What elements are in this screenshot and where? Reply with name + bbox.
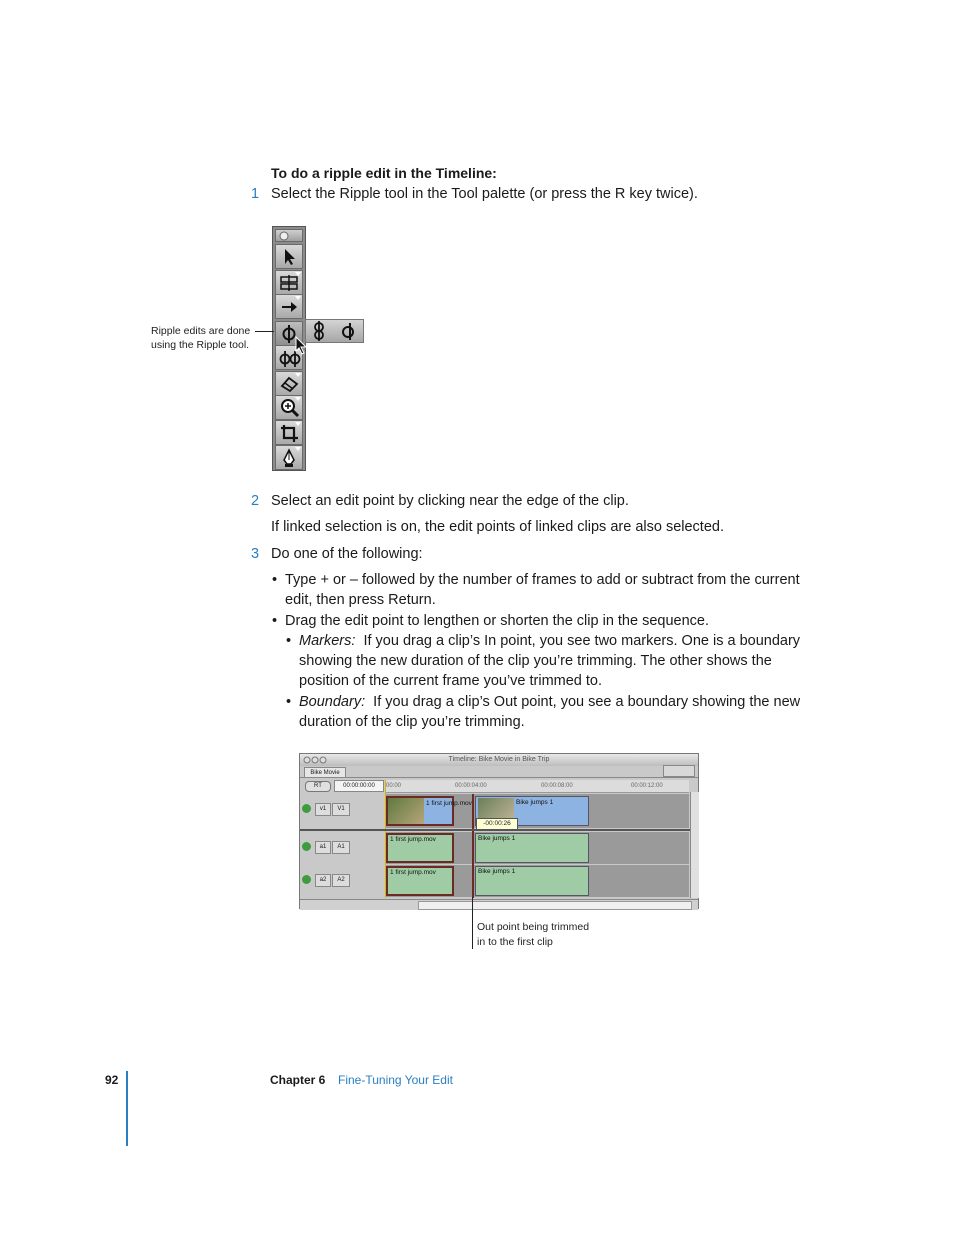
playhead[interactable]	[385, 780, 386, 898]
clip-name: 1 first jump.mov	[426, 800, 472, 807]
source-track-v1[interactable]: v1	[315, 803, 331, 816]
track-audio-icon[interactable]	[302, 842, 311, 851]
pen-tool[interactable]	[275, 445, 303, 470]
clip-name: Bike jumps 1	[516, 799, 554, 806]
dest-track-A2[interactable]: A2	[332, 874, 350, 887]
ruler-label: 00:00:04:00	[455, 783, 487, 789]
timecode-field[interactable]: 00:00:00:00	[334, 780, 384, 792]
callout-label: Out point being trimmed	[477, 921, 590, 933]
step-text: Select an edit point by clicking near the edge of the clip.	[271, 493, 629, 509]
flyout-indicator	[295, 397, 301, 401]
step-number: 1	[251, 186, 260, 202]
selection-tool[interactable]	[275, 244, 303, 269]
flyout-indicator	[295, 373, 301, 377]
callout-label: in to the first clip	[477, 936, 553, 948]
clip-first-jump-video[interactable]	[386, 796, 472, 826]
timeline-window	[299, 753, 699, 909]
callout-line	[472, 897, 473, 949]
step-note: If linked selection is on, the edit points of linked clips are also selected.	[271, 519, 724, 535]
sub-bullet-term: Markers:	[299, 633, 356, 649]
crop-icon	[279, 423, 301, 443]
clip-first-jump-a2[interactable]	[386, 866, 454, 896]
arrow-icon	[279, 247, 299, 267]
edit-selection-tool[interactable]	[275, 270, 303, 295]
track-audio-icon[interactable]	[302, 875, 311, 884]
ruler-label: 00:00	[386, 783, 402, 789]
mouse-pointer-icon	[294, 336, 308, 356]
clip-name: Bike jumps 1	[478, 868, 516, 875]
clip-name: 1 first jump.mov	[390, 836, 436, 843]
source-track-a1[interactable]: a1	[315, 841, 331, 854]
track-visibility-icon[interactable]	[302, 804, 311, 813]
track-select-tool[interactable]	[275, 294, 303, 319]
ruler-label: 00:00:08:00	[541, 783, 573, 789]
callout-label: using the Ripple tool.	[151, 339, 250, 351]
sub-bullet-term: Boundary:	[299, 694, 366, 710]
bottom-bar	[300, 899, 698, 910]
edit-select-icon	[279, 273, 301, 293]
bullet-text: edit, then press Return.	[285, 592, 436, 608]
crop-tool[interactable]	[275, 420, 303, 445]
roll-and-ripple-icons	[306, 320, 363, 342]
trim-boundary-line[interactable]	[472, 794, 474, 898]
view-buttons[interactable]	[663, 765, 695, 777]
ripple-tool-flyout	[305, 319, 364, 343]
step-text: Select the Ripple tool in the Tool palette (or press the R key twice).	[271, 186, 698, 202]
sub-bullet-text: duration of the clip you’re trimming.	[299, 714, 525, 730]
rt-menu[interactable]: RT	[305, 781, 331, 792]
razor-tool[interactable]	[275, 371, 303, 396]
horizontal-scrollbar[interactable]	[418, 901, 692, 910]
timeline-title: Timeline: Bike Movie in Bike Trip	[300, 754, 698, 766]
sub-bullet-text: showing the new duration of the clip you’re trimming. The other shows the	[299, 653, 772, 669]
clip-first-jump-a1[interactable]	[386, 833, 454, 863]
sub-bullet-line	[299, 631, 800, 651]
dest-track-V1[interactable]: V1	[332, 803, 350, 816]
palette-header	[275, 229, 303, 242]
clip-name: Bike jumps 1	[478, 835, 516, 842]
source-track-a2[interactable]: a2	[315, 874, 331, 887]
flyout-indicator	[295, 447, 301, 451]
callout-line	[255, 331, 274, 332]
pen-icon	[279, 448, 301, 468]
chapter-title: Fine-Tuning Your Edit	[338, 1073, 453, 1087]
window-buttons-icon[interactable]	[303, 756, 329, 764]
flyout-indicator	[295, 422, 301, 426]
clip-bike-jumps-a1[interactable]	[475, 833, 589, 863]
flyout-indicator	[295, 272, 301, 276]
section-heading: To do a ripple edit in the Timeline:	[271, 165, 497, 181]
vertical-scrollbar[interactable]	[690, 792, 699, 898]
sub-bullet-text: If you drag a clip’s In point, you see two markers. One is a boundary	[363, 633, 801, 649]
callout-label: Ripple edits are done	[151, 325, 251, 337]
razor-icon	[279, 374, 301, 394]
sub-bullet-mark: •	[286, 694, 292, 710]
sub-bullet-text: position of the current frame you’ve trimmed to.	[299, 673, 603, 689]
tab-bike-movie[interactable]: Bike Movie	[304, 767, 346, 778]
zoom-tool[interactable]	[275, 395, 303, 420]
clip-name: 1 first jump.mov	[390, 869, 436, 876]
sub-bullet-mark: •	[286, 633, 292, 649]
sub-bullet-line	[299, 692, 800, 712]
clip-thumbnail	[388, 798, 424, 824]
step-text: Do one of the following:	[271, 546, 423, 562]
timeline-ruler[interactable]	[385, 780, 689, 793]
ruler-label: 00:00:12:00	[631, 783, 663, 789]
zoom-icon	[279, 398, 301, 418]
sub-bullet-text: If you drag a clip’s Out point, you see a boundary showing the new	[373, 694, 801, 710]
chapter-label: Chapter 6	[270, 1073, 326, 1087]
trim-duration-tooltip: -00:00:26	[476, 818, 518, 830]
step-number: 2	[251, 493, 260, 509]
dest-track-A1[interactable]: A1	[332, 841, 350, 854]
divider	[300, 777, 698, 778]
footer-rule	[126, 1071, 128, 1146]
clip-bike-jumps-a2[interactable]	[475, 866, 589, 896]
palette-close-icon	[279, 231, 289, 241]
page-number: 92	[105, 1073, 119, 1087]
flyout-indicator	[295, 296, 301, 300]
bullet-mark: •	[272, 572, 278, 588]
video-audio-divider[interactable]	[300, 829, 698, 831]
track-arrow-icon	[279, 297, 299, 317]
bullet-text: Type + or – followed by the number of frames to add or subtract from the current	[285, 572, 800, 588]
bullet-text: Drag the edit point to lengthen or shorten the clip in the sequence.	[285, 613, 710, 629]
step-number: 3	[251, 546, 260, 562]
bullet-mark: •	[272, 613, 278, 629]
